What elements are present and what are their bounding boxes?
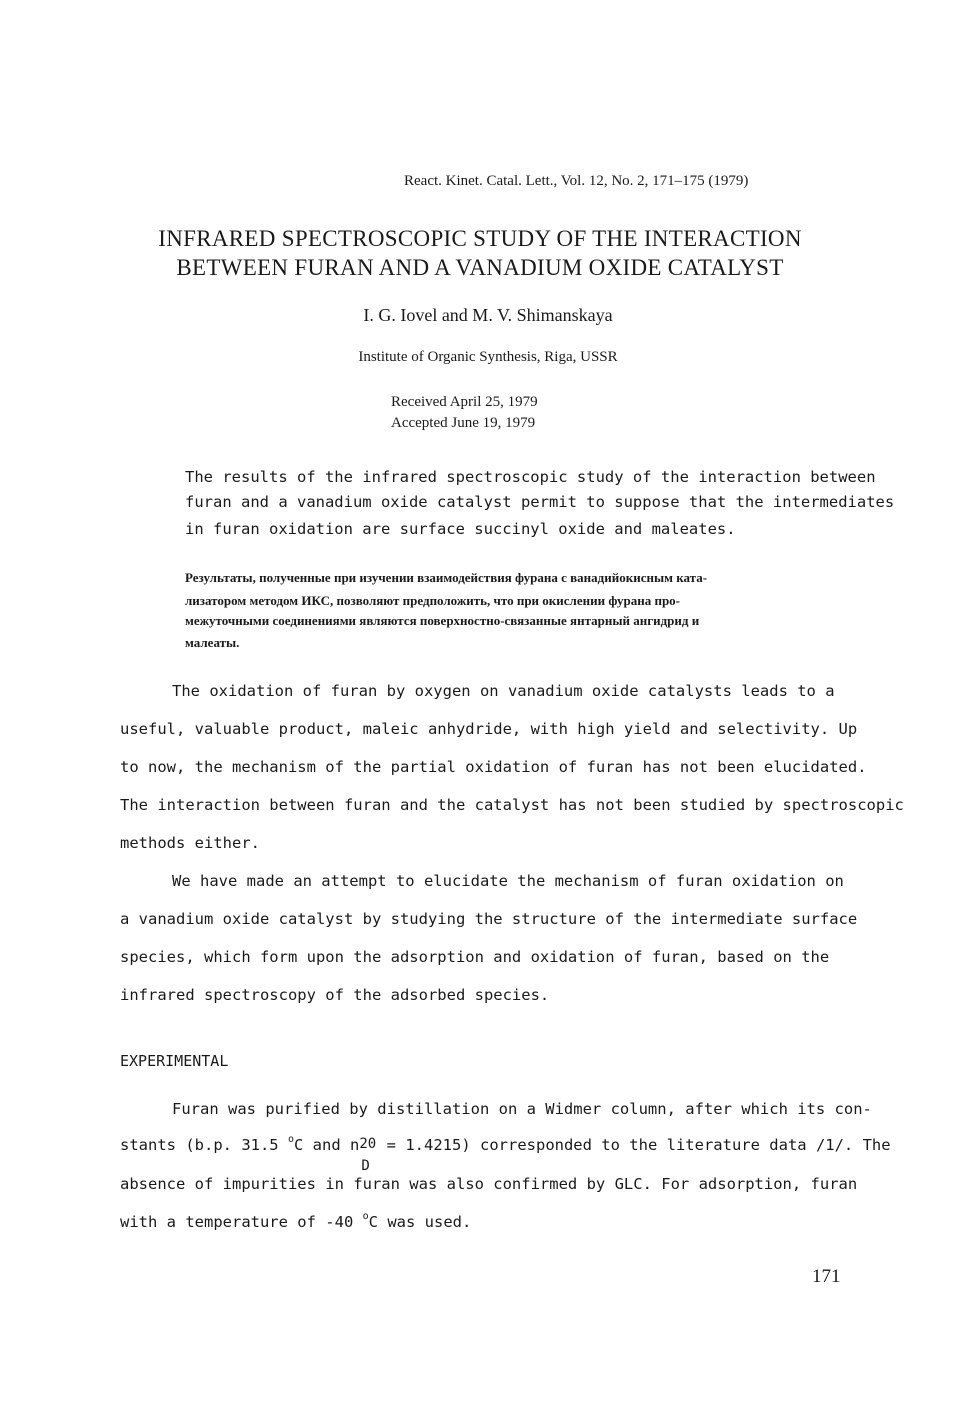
experimental-line: absence of impurities in furan was also confirmed by GLC. For adsorption, furan [120,1175,858,1193]
text-span: C and n [294,1136,360,1154]
text-span: stants (b.p. 31.5 [120,1136,288,1154]
paper-title-line-1: INFRARED SPECTROSCOPIC STUDY OF THE INTERACTION [158,226,802,251]
paper-title-line-2: BETWEEN FURAN AND A VANADIUM OXIDE CATALYST [176,255,784,280]
intro-line: species, which form upon the adsorption and oxidation of furan, based on the [120,948,830,966]
intro-line: The oxidation of furan by oxygen on vanadium oxide catalysts leads to a [172,682,835,700]
intro-line: useful, valuable product, maleic anhydride, with high yield and selectivity. Up [120,720,858,738]
abstract-ru-line: межуточными соединениями являются поверхностно-связанные янтарный ангидрид и [185,613,700,628]
experimental-line [120,1134,891,1174]
experimental-line [120,1213,471,1231]
text-span: = 1.4215) corresponded to the literature data /1/. The [377,1136,891,1154]
received-date: Received April 25, 1979 [391,394,538,410]
institute: Institute of Organic Synthesis, Riga, USSR [358,349,618,365]
abstract-ru-line: малеаты. [185,635,240,650]
accepted-date: Accepted June 19, 1979 [391,415,536,431]
intro-line: methods either. [120,834,260,852]
text-span: with a temperature of -40 [120,1213,363,1231]
abstract-en-line: furan and a vanadium oxide catalyst permit to suppose that the intermediates [185,493,895,511]
authors: I. G. Iovel and M. V. Shimanskaya [363,305,613,325]
experimental-line: Furan was purified by distillation on a Widmer column, after which its con- [172,1100,872,1118]
section-heading-experimental: EXPERIMENTAL [120,1052,229,1070]
degree-superscript: o [362,1211,369,1222]
intro-line: to now, the mechanism of the partial oxidation of furan has not been elucidated. [120,758,867,776]
abstract-en-line: The results of the infrared spectroscopic study of the interaction between [185,468,876,486]
superscript-20: 20 [359,1136,377,1152]
journal-citation: React. Kinet. Catal. Lett., Vol. 12, No. 2, 171–175 (1979) [404,173,749,189]
subscript-d: D [361,1158,370,1174]
dates [391,392,538,434]
degree-superscript: o [287,1134,295,1145]
intro-line: The interaction between furan and the catalyst has not been studied by spectroscopic [120,796,904,814]
intro-line: a vanadium oxide catalyst by studying the structure of the intermediate surface [120,910,858,928]
intro-line: We have made an attempt to elucidate the mechanism of furan oxidation on [172,872,844,890]
abstract-en-line: in furan oxidation are surface succinyl oxide and maleates. [185,520,736,538]
text-span: C was used. [368,1213,472,1231]
abstract-ru-line: лизатором методом ИКС, позволяют предположить, что при окислении фурана про- [185,593,681,608]
page-number: 171 [812,1266,841,1287]
abstract-ru-line: Результаты, полученные при изучении взаимодействия фурана с ванадийокисным ката- [185,570,708,585]
intro-line: infrared spectroscopy of the adsorbed species. [120,986,550,1004]
